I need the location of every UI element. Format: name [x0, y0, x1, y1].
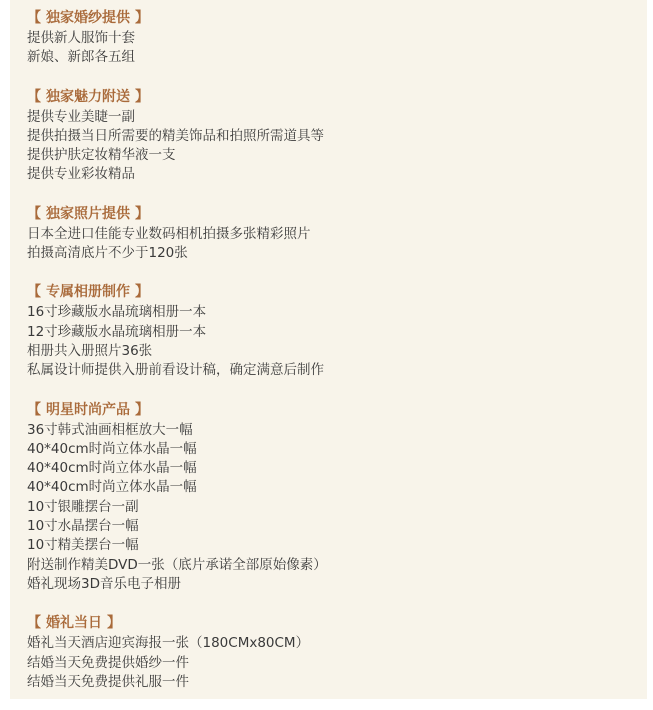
bracket-close: 】 [135, 205, 149, 222]
section-title: 独家婚纱提供 [46, 10, 130, 26]
list-item: 拍摄高清底片不少于120张 [27, 245, 188, 262]
section-album [27, 281, 637, 380]
list-item: 提供新人服饰十套 [27, 30, 135, 46]
list-item: 40*40cm时尚立体水晶一幅 [27, 479, 197, 496]
section-heading [27, 7, 637, 29]
list-item: 40*40cm时尚立体水晶一幅 [27, 460, 197, 477]
list-item: 12寸珍藏版水晶琉璃相册一本 [27, 323, 207, 340]
list-item: 日本全进口佳能专业数码相机拍摄多张精彩照片 [27, 225, 311, 242]
section-wedding-day [27, 612, 637, 692]
section-charm-gifts [27, 86, 637, 185]
bracket-close: 】 [135, 88, 149, 105]
section-heading [27, 399, 637, 421]
list-item: 婚礼当天酒店迎宾海报一张（180CMx80CM） [27, 635, 310, 652]
section-title: 独家照片提供 [46, 205, 130, 222]
list-item: 提供专业美睫一副 [27, 108, 135, 125]
bracket-open: 【 [27, 284, 41, 301]
list-item: 16寸珍藏版水晶琉璃相册一本 [27, 304, 207, 321]
section-heading [27, 203, 637, 225]
bracket-open: 【 [27, 205, 41, 222]
list-item: 提供护肤定妆精华液一支 [27, 147, 176, 164]
list-item: 私属设计师提供入册前看设计稿，确定满意后制作 [27, 362, 324, 379]
bracket-open: 【 [27, 10, 41, 26]
section-heading [27, 281, 637, 303]
section-title: 专属相册制作 [46, 284, 130, 301]
list-item: 10寸银雕摆台一副 [27, 498, 139, 515]
bracket-open: 【 [27, 615, 41, 632]
section-wedding-dress [27, 7, 637, 68]
section-title: 明星时尚产品 [46, 401, 130, 418]
list-item: 附送制作精美DVD一张（底片承诺全部原始像素） [27, 556, 327, 573]
list-item: 相册共入册照片36张 [27, 342, 153, 359]
bracket-close: 】 [107, 615, 121, 632]
list-item: 10寸精美摆台一幅 [27, 537, 139, 554]
list-item: 40*40cm时尚立体水晶一幅 [27, 440, 197, 457]
list-item: 新娘、新郎各五组 [27, 49, 135, 66]
bracket-open: 【 [27, 88, 41, 105]
list-item: 婚礼现场3D音乐电子相册 [27, 575, 181, 592]
package-details-content [27, 7, 637, 710]
section-title: 婚礼当日 [46, 615, 102, 632]
bracket-open: 【 [27, 401, 41, 418]
bracket-close: 】 [135, 284, 149, 301]
list-item: 结婚当天免费提供婚纱一件 [27, 654, 189, 671]
section-photos [27, 203, 637, 264]
list-item: 提供专业彩妆精品 [27, 166, 135, 183]
section-star-products [27, 399, 637, 595]
section-heading [27, 86, 637, 108]
list-item: 10寸水晶摆台一幅 [27, 518, 139, 535]
bracket-close: 】 [135, 10, 149, 26]
list-item: 36寸韩式油画相框放大一幅 [27, 421, 193, 438]
section-title: 独家魅力附送 [46, 88, 130, 105]
list-item: 提供拍摄当日所需要的精美饰品和拍照所需道具等 [27, 127, 324, 144]
section-heading [27, 612, 637, 634]
list-item: 结婚当天免费提供礼服一件 [27, 673, 189, 690]
bracket-close: 】 [135, 401, 149, 418]
package-details-panel [10, 0, 647, 699]
